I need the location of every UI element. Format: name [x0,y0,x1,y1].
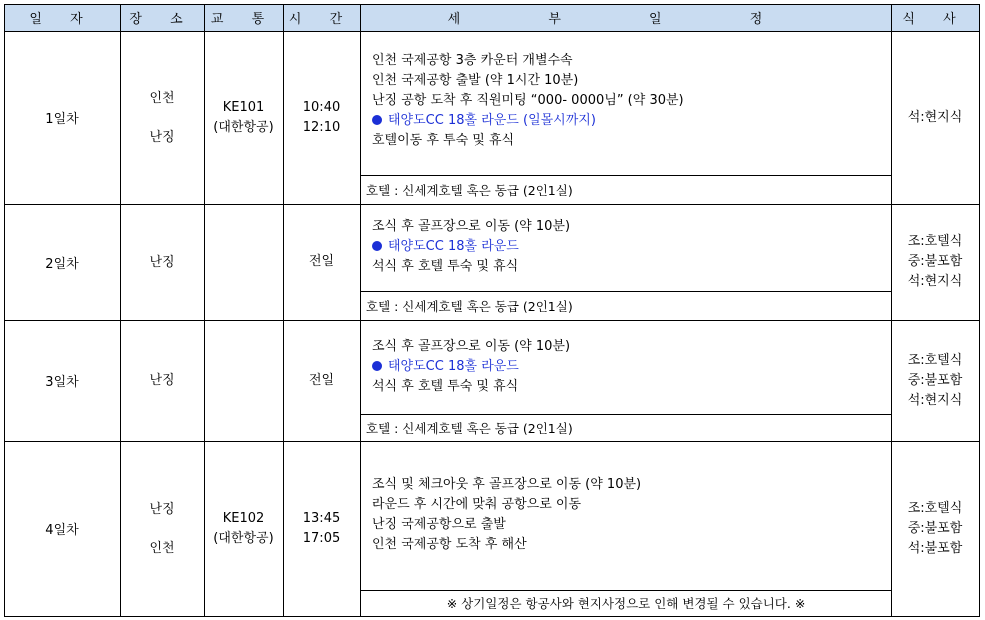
meals-value: 중:불포함 [907,254,963,269]
times-cell [283,31,360,204]
header-time: 시 간 [288,12,355,27]
times-cell [283,204,360,320]
places-cell [120,320,204,441]
meals-value: 중:불포함 [907,372,963,388]
meals-value: 조:호텔식 [907,500,963,516]
places-value: 인천 [149,90,175,106]
schedule-text: 조식 후 골프장으로 이동 (약 10분) [372,339,571,354]
schedule-text: 인천 국제공항 3층 카운터 개별수속 [372,53,573,68]
day-label: 4일차 [45,523,79,538]
header-date: 일 자 [29,12,95,27]
schedule-notice: ※ 상기일정은 항공사와 현지사정으로 인해 변경될 수 있습니다. ※ [446,596,806,611]
times-cell [283,320,360,441]
schedule-text: 난징 공항 도착 후 직원미팅 “000- 0000님” (약 30분) [372,93,684,108]
meals-value: 조:호텔식 [907,234,963,249]
meals-cell [891,31,979,204]
bullet-dot-icon [372,115,382,125]
meals-value: 석:현지식 [907,109,963,125]
times-value: 17:05 [302,530,341,546]
bullet-dot-icon [372,241,382,251]
golf-round-line [372,357,882,377]
times-value: 전일 [308,254,335,269]
schedule-text: 태양도CC 18홀 라운드 [388,359,519,374]
times-cell [283,441,360,616]
airline-name: (대한항공) [213,119,274,135]
hotel-info: 호텔 : 신세계호텔 혹은 동급 (2인1실) [366,420,573,436]
schedule-text: 난징 국제공항으로 출발 [372,517,506,532]
bullet-dot-icon [372,361,382,371]
schedule-line [372,337,882,357]
places-value: 난징 [149,501,175,517]
schedule-text: 태양도CC 18홀 라운드 (일몰시까지) [388,113,596,128]
header-meals: 식 사 [902,12,968,27]
schedule-text: 태양도CC 18홀 라운드 [388,239,519,254]
schedule-line [372,131,882,151]
meals-cell [891,204,979,320]
golf-round-line [372,237,882,257]
meals-value: 조:호텔식 [907,352,963,368]
schedule-line [372,535,882,555]
schedule-text: 라운드 후 시간에 맞춰 공항으로 이동 [372,497,582,512]
schedule-lines [372,475,882,555]
header-transport: 교 통 [210,12,277,27]
hotel-info: 호텔 : 신세계호텔 혹은 동급 (2인1실) [366,182,573,198]
schedule-text: 인천 국제공항 도착 후 해산 [372,537,527,552]
flight-number: KE101 [222,99,265,115]
times-value: 전일 [308,372,335,388]
places-value: 난징 [149,254,175,270]
schedule-line [372,377,882,397]
schedule-line [372,515,882,535]
day-label: 2일차 [45,256,79,272]
places-value: 난징 [149,373,175,388]
meals-value: 중:불포함 [907,520,963,536]
places-cell [120,441,204,616]
times-value: 12:10 [302,119,341,135]
schedule-line [372,51,882,71]
schedule-line [372,495,882,515]
golf-round-line [372,111,882,131]
schedule-line [372,91,882,111]
day-label: 3일차 [45,375,79,390]
schedule-lines [372,51,882,151]
places-value: 난징 [149,129,175,145]
schedule-line [372,71,882,91]
hotel-info: 호텔 : 신세계호텔 혹은 동급 (2인1실) [366,298,573,314]
places-cell [120,31,204,204]
flight-number: KE102 [222,510,265,526]
schedule-lines [372,337,882,397]
schedule-text: 석식 후 호텔 투숙 및 휴식 [372,259,519,274]
meals-value: 석:현지식 [907,392,963,408]
places-value: 인천 [149,540,175,556]
schedule-lines [372,217,882,277]
times-value: 10:40 [302,99,341,115]
transport-cell [204,441,283,616]
meals-cell [891,320,979,441]
schedule-text: 석식 후 호텔 투숙 및 휴식 [372,379,519,394]
header-details: 세 부 일 정 [447,12,805,27]
meals-value: 석:불포함 [907,540,963,556]
transport-cell [204,31,283,204]
schedule-line [372,475,882,495]
schedule-text: 호텔이동 후 투숙 및 휴식 [372,133,515,148]
schedule-text: 조식 및 체크아웃 후 골프장으로 이동 (약 10분) [372,477,642,492]
times-value: 13:45 [302,510,341,526]
meals-value: 석:현지식 [907,274,963,289]
schedule-line [372,257,882,277]
places-cell [120,204,204,320]
airline-name: (대한항공) [213,530,274,546]
header-place: 장 소 [129,12,195,27]
schedule-text: 인천 국제공항 출발 (약 1시간 10분) [372,73,579,88]
day-label: 1일차 [45,112,79,127]
schedule-line [372,217,882,237]
meals-cell [891,441,979,616]
schedule-text: 조식 후 골프장으로 이동 (약 10분) [372,219,571,234]
